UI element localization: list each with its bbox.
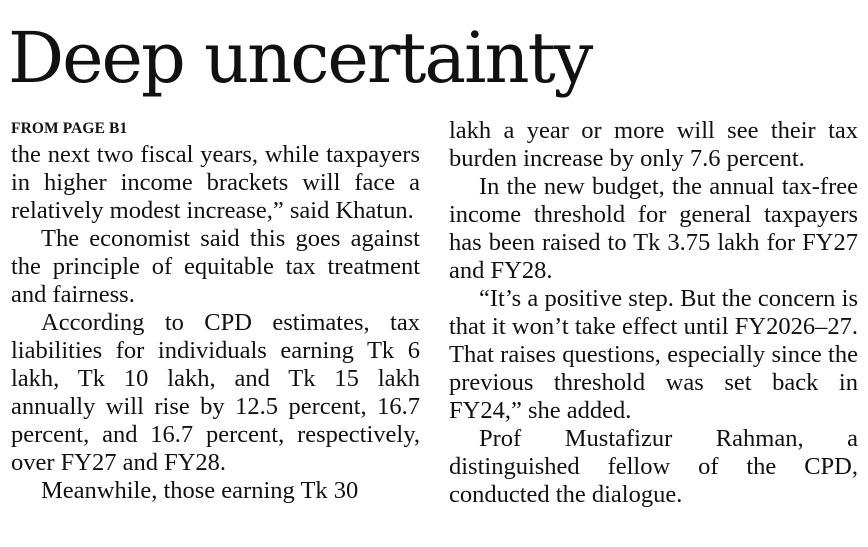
paragraph: “It’s a positive step. But the concern is that it won’t take effect until FY2026–27. That raises questions, especially since the previous threshold was set back in FY24,” she added. <box>449 285 858 424</box>
article-column-left <box>11 117 420 505</box>
headline: Deep uncertainty <box>8 17 592 99</box>
paragraph: Meanwhile, those earning Tk 30 <box>41 477 359 504</box>
paragraph: lakh a year or more will see their tax burden increase by only 7.6 percent. <box>449 117 858 172</box>
paragraph: According to CPD estimates, tax liabilities for individuals earning Tk 6 lakh, Tk 10 lakh, and Tk 15 lakh annually will rise by 12.5 percent, 16.7 percent, and 16.7 percent, respectively, over FY27 and FY28. <box>11 309 420 476</box>
paragraph: The economist said this goes against the principle of equitable tax treatment and fairness. <box>11 225 420 308</box>
jump-line: FROM PAGE B1 <box>11 120 128 137</box>
paragraph: the next two fiscal years, while taxpayers in higher income brackets will face a relatively modest increase,” said Khatun. <box>11 141 420 224</box>
paragraph: In the new budget, the annual tax-free income threshold for general taxpayers has been raised to Tk 3.75 lakh for FY27 and FY28. <box>449 173 858 284</box>
paragraph: Prof Mustafizur Rahman, a distinguished fellow of the CPD, conducted the dialogue. <box>449 425 858 508</box>
article-column-right <box>449 117 858 509</box>
